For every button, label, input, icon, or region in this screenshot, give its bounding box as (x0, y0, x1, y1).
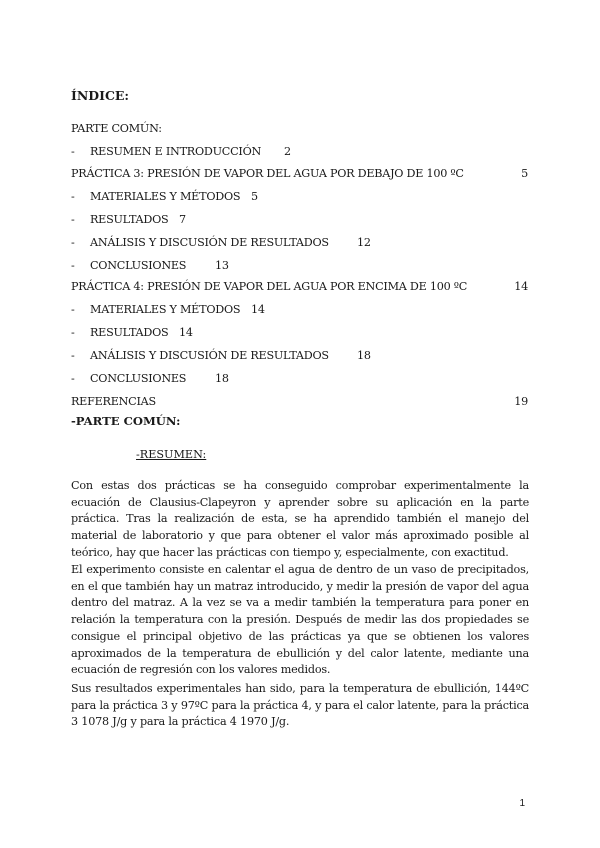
index-entry-label: ANÁLISIS Y DISCUSIÓN DE RESULTADOS (90, 236, 329, 249)
index-entry-p4-resultados[interactable] (0, 326, 600, 342)
index-practica-3-heading: PRÁCTICA 3: PRESIÓN DE VAPOR DEL AGUA POR DEBAJO DE 100 ºC (71, 167, 464, 180)
index-entry-label: MATERIALES Y MÉTODOS (90, 190, 241, 203)
index-entry-label: MATERIALES Y MÉTODOS (90, 303, 241, 316)
index-entry-p3-conclusiones[interactable] (0, 259, 600, 275)
index-referencias-page: 19 (514, 395, 528, 408)
body-paragraph-3: Sus resultados experimentales han sido, para la temperatura de ebullición, 144ºC para la práctica 3 y 97ºC para la práctica 4, y para el calor latente, para la práctica 3 1078 J/g y para la práctica 4 1970 J/g. (71, 682, 529, 729)
page-number: 1 (519, 798, 525, 809)
index-entry-practica-3[interactable] (0, 167, 600, 183)
index-entry-p3-resultados[interactable] (0, 213, 600, 229)
index-entry-dash: - (71, 259, 75, 272)
index-practica-3-page: 5 (521, 167, 528, 180)
section-heading-resumen: -RESUMEN: (136, 448, 207, 461)
index-entry-page: 18 (357, 349, 371, 362)
index-entry-p3-analisis[interactable] (0, 236, 600, 252)
index-entry-page: 14 (251, 303, 265, 316)
index-entry-p4-analisis[interactable] (0, 349, 600, 365)
index-entry-page: 7 (179, 213, 186, 226)
index-entry-page: 5 (251, 190, 258, 203)
index-entry-page: 18 (215, 372, 229, 385)
index-entry-referencias[interactable] (0, 395, 600, 411)
body-paragraph-2: El experimento consiste en calentar el agua de dentro de un vaso de precipitados, en el que también hay un matraz introducido, y medir la presión de vapor del agua dentro del matraz. A la vez se va a medir también la temperatura para poner en relación la temperatura con la presión. Después de medir las dos propiedades se consigue el principal objetivo de las prácticas ya que se obtienen los valores aproximados de la temperatura de ebullición y del calor latente, mediante una ecuación de regresión con los valores medidos. (71, 563, 529, 677)
body-paragraph-1: Con estas dos prácticas se ha conseguido comprobar experimentalmente la ecuación de Clausius-Clapeyron y aprender sobre su aplicación en la parte práctica. Tras la realización de esta, se ha aprendido también el manejo del material de laboratorio y que para obtener el valor más aproximado posible al teórico, hay que hacer las prácticas con tiempo y, especialmente, con exactitud. (71, 479, 529, 559)
index-entry-label: ANÁLISIS Y DISCUSIÓN DE RESULTADOS (90, 349, 329, 362)
index-title: ÍNDICE: (71, 88, 130, 103)
index-entry-label: RESULTADOS (90, 326, 169, 339)
index-parte-comun-label: PARTE COMÚN: (71, 122, 162, 135)
index-entry-label: RESUMEN E INTRODUCCIÓN (90, 145, 262, 158)
index-entry-practica-4[interactable] (0, 280, 600, 296)
index-entry-dash: - (71, 236, 75, 249)
index-entry-dash: - (71, 349, 75, 362)
index-entry-label: CONCLUSIONES (90, 259, 187, 272)
index-entry-page: 12 (357, 236, 371, 249)
index-entry-dash: - (71, 372, 75, 385)
index-entry-page: 2 (284, 145, 291, 158)
index-entry-p3-materiales[interactable] (0, 190, 600, 206)
index-entry-page: 13 (215, 259, 229, 272)
index-practica-4-heading: PRÁCTICA 4: PRESIÓN DE VAPOR DEL AGUA POR ENCIMA DE 100 ºC (71, 280, 468, 293)
index-entry-resumen[interactable] (0, 145, 600, 161)
index-practica-4-page: 14 (514, 280, 528, 293)
index-entry-p4-conclusiones[interactable] (0, 372, 600, 388)
index-entry-label: RESULTADOS (90, 213, 169, 226)
index-entry-dash: - (71, 303, 75, 316)
index-entry-dash: - (71, 145, 75, 158)
index-entry-dash: - (71, 190, 75, 203)
index-entry-label: CONCLUSIONES (90, 372, 187, 385)
section-heading-parte-comun: -PARTE COMÚN: (71, 414, 181, 428)
index-entry-page: 14 (179, 326, 193, 339)
index-entry-dash: - (71, 326, 75, 339)
index-entry-p4-materiales[interactable] (0, 303, 600, 319)
index-entry-dash: - (71, 213, 75, 226)
index-referencias-label: REFERENCIAS (71, 395, 156, 408)
